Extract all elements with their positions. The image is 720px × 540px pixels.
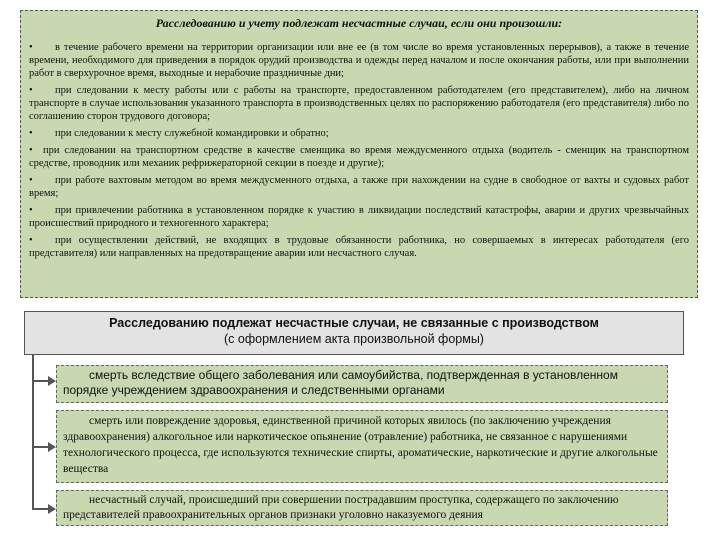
bullet-icon: • <box>29 128 33 139</box>
case-box: смерть или повреждение здоровья, единственной причиной которых явилось (по заключению учреждения здравоохранения) алкогольное или наркотическое опьянение (отравление) работника, не связанное с нарушениями технологического процесса, где используются технические спирты, ароматические, наркотические и другие алкогольные вещества <box>56 410 668 483</box>
connector-branch <box>32 446 48 448</box>
condition-item: • в течение рабочего времени на территории организации или вне ее (в том числе во время установленных перерывов), а также в течение времени, необходимого для приведения в порядок орудий производства и одежды перед началом и после окончания работы, или при выполнении работ в сверхурочное время, выходные и нерабочие праздничные дни; <box>29 42 689 79</box>
condition-item: • при следовании к месту работы или с работы на транспорте, предоставленном работодателем (его представителем), либо на личном транспорте в случае использования указанного транспорта в производственных целях по распоряжению работодателя (его представителя) либо по соглашению сторон трудового договора; <box>29 85 689 122</box>
non-production-subtitle: (с оформлением акта произвольной формы) <box>224 332 484 346</box>
condition-item: • при привлечении работника в установленном порядке к участию в ликвидации последствий катастрофы, аварии и других чрезвычайных происшествий природного и техногенного характера; <box>29 205 689 229</box>
non-production-header-box <box>24 311 684 355</box>
condition-item: • при следовании на транспортном средстве в качестве сменщика во время междусменного отдыха (водитель - сменщик на транспортном средстве, проводник или механик рефрижераторной секции в поезде и другие); <box>29 145 689 169</box>
arrow-right-icon <box>48 376 56 386</box>
bullet-icon: • <box>29 145 33 156</box>
condition-item: • при следовании к месту служебной командировки и обратно; <box>29 128 329 139</box>
arrow-right-icon <box>48 504 56 514</box>
condition-item: • при осуществлении действий, не входящих в трудовые обязанности работника, но совершаемых в интересах работодателя (его представителя) или направленных на предотвращение аварии или несчастного случая. <box>29 235 689 259</box>
connector-line <box>32 355 34 509</box>
bullet-icon: • <box>29 42 33 53</box>
case-box: смерть вследствие общего заболевания или самоубийства, подтвержденная в установленном порядке учреждением здравоохранения и следственными органами <box>56 365 668 403</box>
bullet-icon: • <box>29 205 33 216</box>
conditions-panel <box>20 10 698 298</box>
connector-branch <box>32 508 48 510</box>
arrow-right-icon <box>48 442 56 452</box>
bullet-icon: • <box>29 235 33 246</box>
non-production-title: Расследованию подлежат несчастные случаи, не связанные с производством <box>109 316 599 330</box>
condition-item: • при работе вахтовым методом во время междусменного отдыха, а также при нахождении на судне в свободное от вахты и судовых работ время; <box>29 175 689 199</box>
conditions-title: Расследованию и учету подлежат несчастные случаи, если они произошли: <box>155 16 563 30</box>
bullet-icon: • <box>29 175 33 186</box>
case-box: несчастный случай, происшедший при совершении пострадавшим проступка, содержащего по заключению представителей правоохранительных органов признаки уголовно наказуемого деяния <box>56 490 668 526</box>
connector-branch <box>32 380 48 382</box>
bullet-icon: • <box>29 85 33 96</box>
